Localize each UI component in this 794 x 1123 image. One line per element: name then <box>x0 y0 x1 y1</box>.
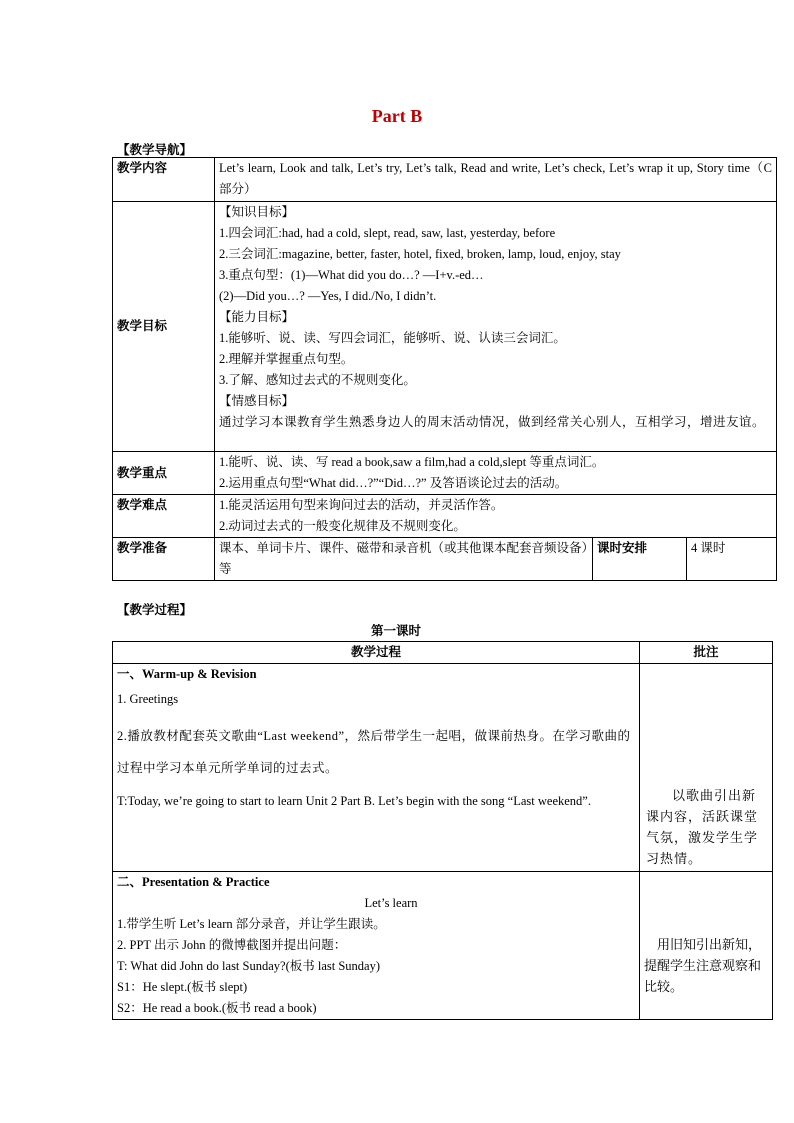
teacher-intro: T:Today, we’re going to start to learn Unit 2 Part B. Let’s begin with the song “Last weekend”. <box>117 794 591 808</box>
goals-line: 1.能够听、说、读、写四会词汇，能够听、说、认读三会词汇。 <box>219 331 566 345</box>
song-text: 2.播放教材配套英文歌曲“Last weekend”，然后带学生一起唱，做课前热身。在学习歌曲的过程中学习本单元所学单词的过去式。 <box>117 729 631 775</box>
preparation-label: 教学准备 <box>113 538 215 581</box>
goals-line: 2.三会词汇:magazine, better, faster, hotel, fixed, broken, lamp, loud, enjoy, stay <box>219 247 621 261</box>
goals-line: 3.重点句型：(1)—What did you do…? —I+v.-ed… <box>219 268 484 282</box>
goals-line: 2.理解并掌握重点句型。 <box>219 352 354 366</box>
hours-label: 课时安排 <box>593 538 687 581</box>
goals-line: 3.了解、感知过去式的不规则变化。 <box>219 373 416 387</box>
key-points-label: 教学重点 <box>113 452 215 495</box>
section-heading: 一、Warm-up & Revision <box>117 667 257 681</box>
note-song: 以歌曲引出新课内容，活跃课堂气氛，激发学生学习热情。 <box>640 664 773 872</box>
step-line: S2：He read a book.(板书 read a book) <box>117 1001 317 1015</box>
teaching-process-table <box>112 641 773 1020</box>
goals-line: 1.四会词汇:had, had a cold, slept, read, saw, last, yesterday, before <box>219 226 556 240</box>
preparation-text: 课本、单词卡片、课件、磁带和录音机（或其他课本配套音频设备）等 <box>215 538 593 581</box>
goals-line: 【知识目标】 <box>219 205 295 219</box>
hours-value: 4 课时 <box>687 538 777 581</box>
lesson-title: 第一课时 <box>370 624 421 638</box>
subsection-title: Let’s learn <box>364 896 418 910</box>
difficulty: 2.动词过去式的一般变化规律及不规则变化。 <box>219 519 466 533</box>
goals-line: 【情感目标】 <box>219 394 295 408</box>
goals-line: 【能力目标】 <box>219 310 295 324</box>
key-point: 2.运用重点句型“What did…?”“Did…?” 及答语谈论过去的活动。 <box>219 476 568 490</box>
key-point: 1.能听、说、读、写 read a book,saw a film,had a cold,slept 等重点词汇。 <box>219 455 605 469</box>
difficulty: 1.能灵活运用句型来询问过去的活动，并灵活作答。 <box>219 498 504 512</box>
difficulties-label: 教学难点 <box>113 495 215 538</box>
nav-heading: 【教学导航】 <box>117 143 193 157</box>
teaching-nav-table <box>112 157 777 581</box>
goals-line: 通过学习本课教育学生熟悉身边人的周末活动情况，做到经常关心别人，互相学习，增进友谊。 <box>219 415 766 429</box>
step-line: 2. PPT 出示 John 的微博截图并提出问题： <box>117 938 347 952</box>
goals-label: 教学目标 <box>113 202 215 452</box>
step-line: T: What did John do last Sunday?(板书 last Sunday) <box>117 959 381 973</box>
section-heading: 二、Presentation & Practice <box>117 875 270 889</box>
note-col-header: 批注 <box>640 642 773 664</box>
greetings-text: 1. Greetings <box>117 692 179 706</box>
note-presentation: 用旧知引出新知，提醒学生注意观察和比较。 <box>640 872 773 1020</box>
process-col-header: 教学过程 <box>113 642 640 664</box>
process-heading: 【教学过程】 <box>117 603 193 617</box>
page-title: Part B <box>371 106 423 126</box>
step-line: 1.带学生听 Let’s learn 部分录音，并让学生跟读。 <box>117 917 386 931</box>
goals-line: (2)—Did you…? —Yes, I did./No, I didn’t. <box>219 289 437 303</box>
content-text: Let’s learn, Look and talk, Let’s try, Let’s talk, Read and write, Let’s check, Let’s wrap it up, Story time（C 部分） <box>215 158 777 202</box>
step-line: S1：He slept.(板书 slept) <box>117 980 248 994</box>
content-label: 教学内容 <box>113 158 215 202</box>
